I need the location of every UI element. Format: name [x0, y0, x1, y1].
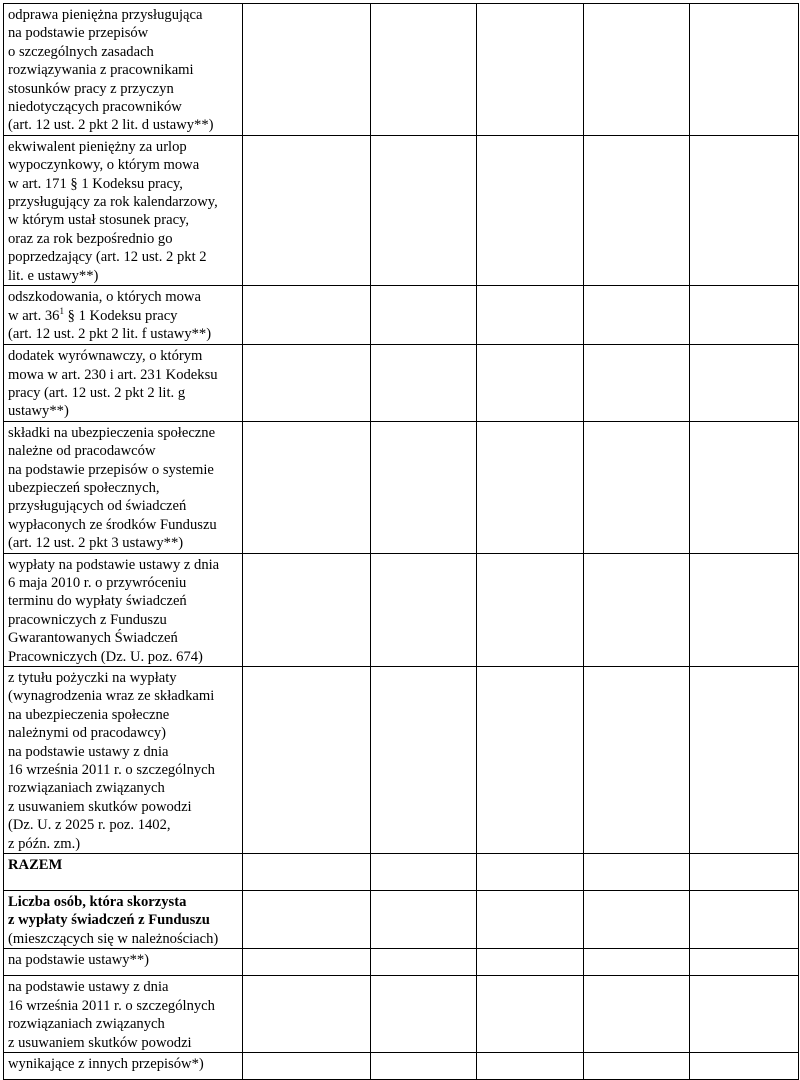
value-cell[interactable]	[690, 421, 799, 553]
value-cell[interactable]	[371, 854, 477, 891]
row-label: wynikające z innych przepisów*)	[8, 1055, 204, 1072]
value-cell[interactable]	[371, 891, 477, 949]
value-cell[interactable]	[371, 4, 477, 136]
value-cell[interactable]	[243, 421, 371, 553]
row-label-cell	[4, 854, 243, 891]
row-label-cell	[4, 976, 243, 1053]
row-label: na podstawie ustawy z dnia 16 września 2011 r. o szczególnych rozwiązaniach związanych z usuwaniem skutków powodzi	[8, 979, 215, 1051]
value-cell[interactable]	[371, 421, 477, 553]
value-cell[interactable]	[243, 1052, 371, 1079]
value-cell[interactable]	[690, 553, 799, 666]
table-row	[4, 891, 799, 949]
table-row	[4, 286, 799, 345]
value-cell[interactable]	[584, 4, 690, 136]
value-cell[interactable]	[477, 976, 584, 1053]
value-cell[interactable]	[243, 345, 371, 422]
value-cell[interactable]	[243, 854, 371, 891]
form-table	[3, 3, 799, 1080]
value-cell[interactable]	[477, 854, 584, 891]
row-label: wypłaty na podstawie ustawy z dnia 6 maja 2010 r. o przywróceniu terminu do wypłaty świadczeń pracowniczych z Funduszu Gwarantowanych Świadczeń Pracowniczych (Dz. U. poz. 674)	[8, 556, 220, 665]
table-row-total	[4, 854, 799, 891]
table-row	[4, 345, 799, 422]
table-row	[4, 976, 799, 1053]
table-row	[4, 949, 799, 976]
row-label-cell	[4, 421, 243, 553]
row-label-cell	[4, 345, 243, 422]
total-label: RAZEM	[8, 857, 63, 874]
row-label: z tytułu pożyczki na wypłaty (wynagrodzenia wraz ze składkami na ubezpieczenia społeczne należnymi od pracodawcy) na podstawie ustawy z dnia 16 września 2011 r. o szczególnych rozwiązaniach związanych z usuwaniem skutków powodzi (Dz. U. z 2025 r. poz. 1402, z późn. zm.)	[8, 670, 215, 852]
value-cell[interactable]	[243, 286, 371, 345]
value-cell[interactable]	[584, 286, 690, 345]
row-label: na podstawie ustawy**)	[8, 952, 150, 969]
value-cell[interactable]	[243, 891, 371, 949]
table-row	[4, 1052, 799, 1079]
table-row	[4, 4, 799, 136]
value-cell[interactable]	[371, 345, 477, 422]
value-cell[interactable]	[584, 667, 690, 854]
value-cell[interactable]	[477, 949, 584, 976]
row-label: składki na ubezpieczenia społeczne należne od pracodawców na podstawie przepisów o systemie ubezpieczeń społecznych, przysługujących od świadczeń wypłaconych ze środków Funduszu (art. 12 ust. 2 pkt 3 ustawy**)	[8, 424, 217, 552]
row-label: Liczba osób, która skorzysta z wypłaty świadczeń z Funduszu (mieszczących się w należnościach)	[8, 894, 219, 947]
value-cell[interactable]	[477, 1052, 584, 1079]
value-cell[interactable]	[371, 135, 477, 285]
row-label: odszkodowania, o których mowa w art. $36^1$ § 1 Kodeksu pracy (art. 12 ust. 2 pkt 2 lit. f ustawy**)	[8, 289, 212, 342]
value-cell[interactable]	[690, 1052, 799, 1079]
value-cell[interactable]	[690, 4, 799, 136]
value-cell[interactable]	[477, 891, 584, 949]
value-cell[interactable]	[371, 949, 477, 976]
table-row	[4, 553, 799, 666]
value-cell[interactable]	[243, 135, 371, 285]
row-label-cell	[4, 135, 243, 285]
value-cell[interactable]	[243, 667, 371, 854]
row-label: dodatek wyrównawczy, o którym mowa w art. 230 i art. 231 Kodeksu pracy (art. 12 ust. 2 pkt 2 lit. g ustawy**)	[8, 348, 218, 420]
value-cell[interactable]	[584, 135, 690, 285]
row-label: ekwiwalent pieniężny za urlop wypoczynkowy, o którym mowa w art. 171 § 1 Kodeksu pracy, przysługujący za rok kalendarzowy, w którym ustał stosunek pracy, oraz za rok bezpośrednio go poprzedzający (art. 12 ust. 2 pkt 2 lit. e ustawy**)	[8, 138, 218, 284]
row-label-cell	[4, 4, 243, 136]
value-cell[interactable]	[371, 553, 477, 666]
table-row	[4, 667, 799, 854]
row-label-cell	[4, 286, 243, 345]
table-row	[4, 421, 799, 553]
value-cell[interactable]	[477, 667, 584, 854]
value-cell[interactable]	[371, 286, 477, 345]
value-cell[interactable]	[243, 553, 371, 666]
value-cell[interactable]	[584, 891, 690, 949]
value-cell[interactable]	[690, 286, 799, 345]
value-cell[interactable]	[584, 976, 690, 1053]
value-cell[interactable]	[584, 1052, 690, 1079]
value-cell[interactable]	[371, 976, 477, 1053]
table-row	[4, 135, 799, 285]
value-cell[interactable]	[690, 667, 799, 854]
value-cell[interactable]	[584, 421, 690, 553]
row-label: odprawa pieniężna przysługująca na podstawie przepisów o szczególnych zasadach rozwiązywania z pracownikami stosunków pracy z przyczyn niedotyczących pracowników (art. 12 ust. 2 pkt 2 lit. d ustawy**)	[8, 7, 214, 134]
value-cell[interactable]	[690, 976, 799, 1053]
value-cell[interactable]	[584, 345, 690, 422]
row-label-cell	[4, 1052, 243, 1079]
value-cell[interactable]	[243, 949, 371, 976]
value-cell[interactable]	[477, 4, 584, 136]
value-cell[interactable]	[371, 667, 477, 854]
value-cell[interactable]	[584, 553, 690, 666]
value-cell[interactable]	[371, 1052, 477, 1079]
value-cell[interactable]	[243, 4, 371, 136]
value-cell[interactable]	[690, 135, 799, 285]
value-cell[interactable]	[690, 891, 799, 949]
row-label-cell	[4, 891, 243, 949]
value-cell[interactable]	[477, 553, 584, 666]
value-cell[interactable]	[584, 949, 690, 976]
value-cell[interactable]	[477, 286, 584, 345]
value-cell[interactable]	[477, 135, 584, 285]
row-label-cell	[4, 667, 243, 854]
row-label-cell	[4, 949, 243, 976]
value-cell[interactable]	[690, 949, 799, 976]
row-label-cell	[4, 553, 243, 666]
value-cell[interactable]	[690, 854, 799, 891]
value-cell[interactable]	[243, 976, 371, 1053]
value-cell[interactable]	[584, 854, 690, 891]
value-cell[interactable]	[690, 345, 799, 422]
value-cell[interactable]	[477, 345, 584, 422]
value-cell[interactable]	[477, 421, 584, 553]
